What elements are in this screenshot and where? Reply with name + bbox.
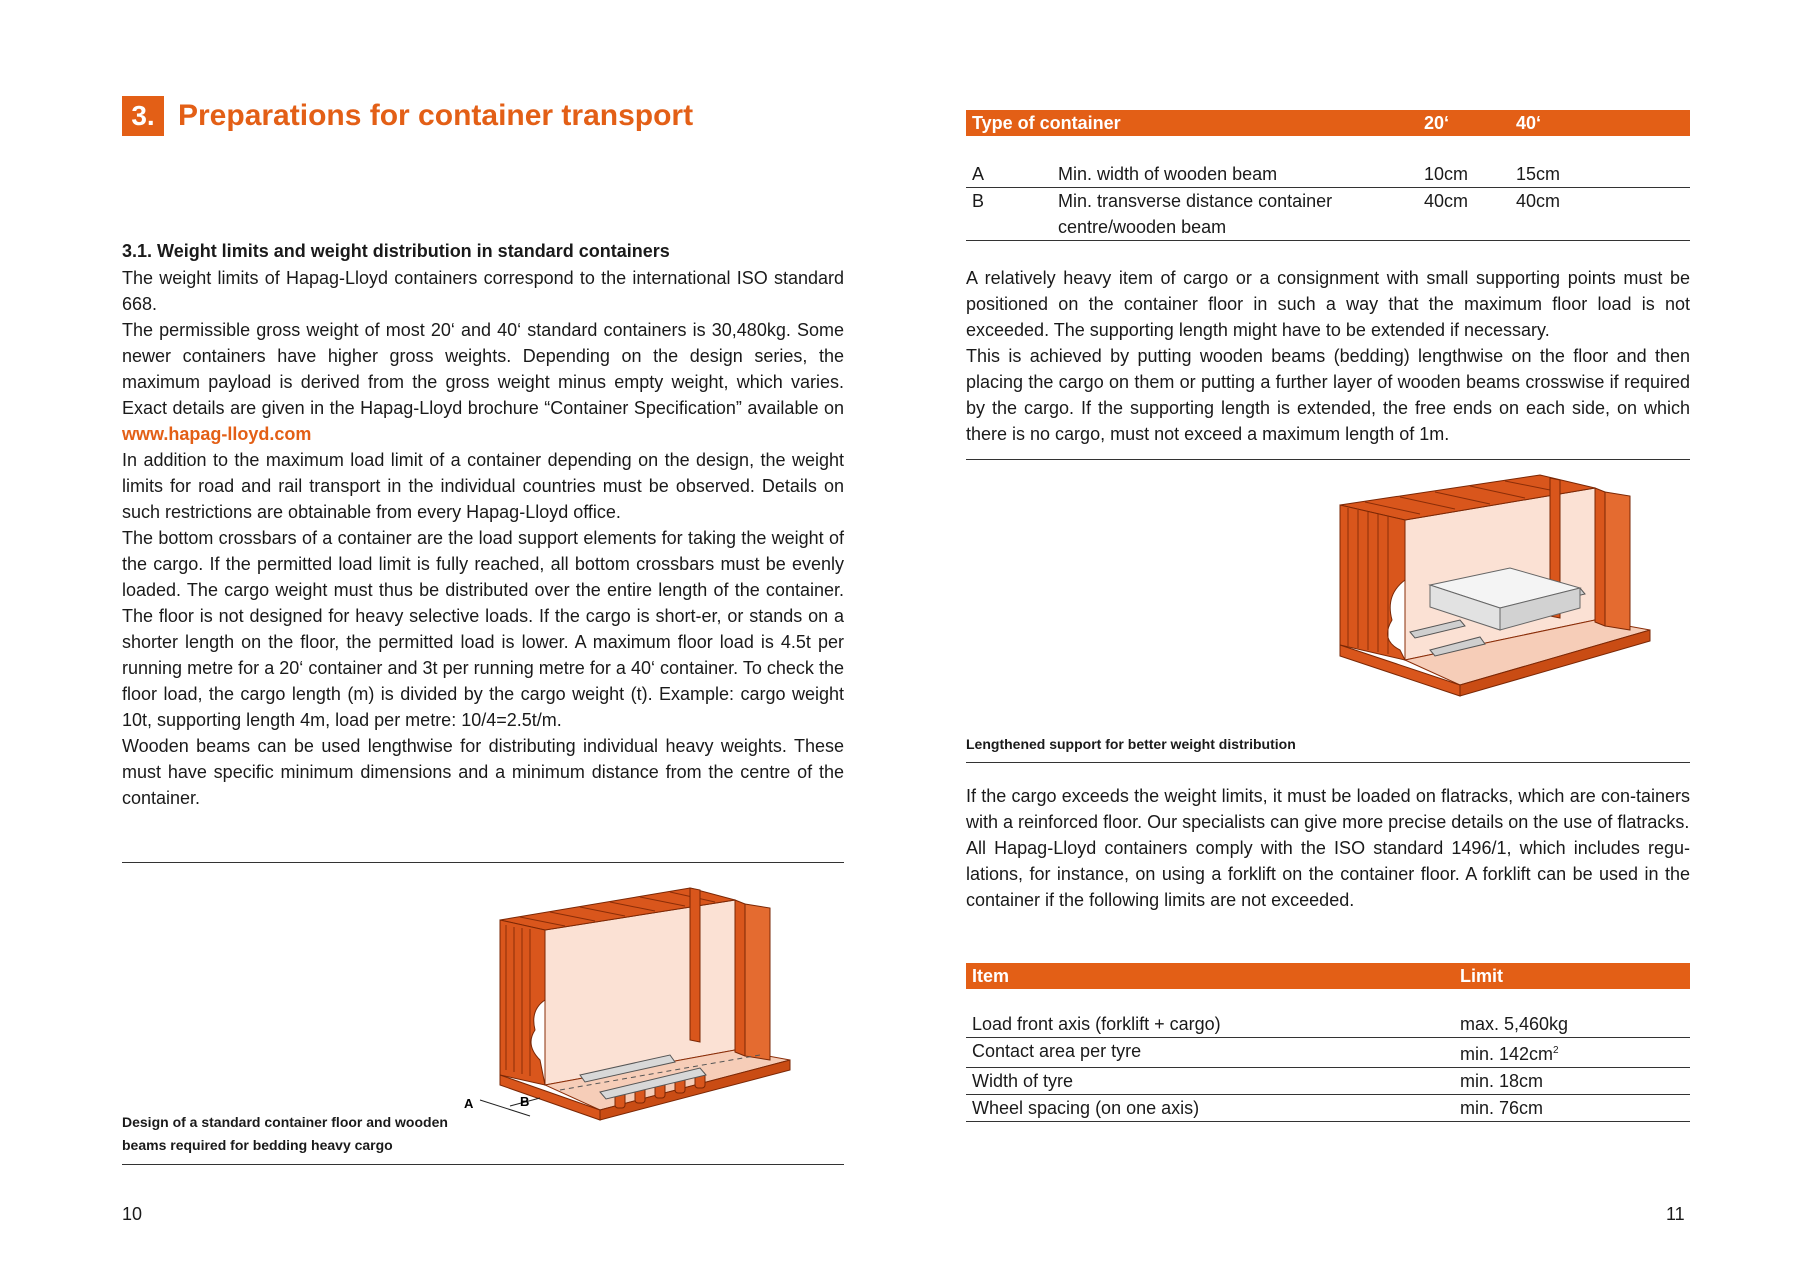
- container-floor-svg: [464, 880, 840, 1130]
- table-header: [966, 963, 1690, 989]
- left-body-text: [122, 265, 844, 811]
- page-number-right: 11: [1666, 1204, 1685, 1224]
- page-number-left: 10: [122, 1204, 143, 1224]
- chapter-number: 3.: [122, 96, 164, 136]
- paragraph-heavy-cargo: A relatively heavy item of cargo or a consignment with small supporting points must be positioned on the container floor in such a way that the maximum floor load is not exceeded. The supporting length might have to be extended if necessary.: [966, 268, 1690, 340]
- lengthened-support-illustration: [1330, 470, 1690, 720]
- row-value-20ft: 40cm: [1424, 191, 1469, 211]
- header-type: Type of container: [972, 112, 1121, 133]
- row-limit: min. 76cm: [1460, 1098, 1544, 1118]
- table-row: [966, 1068, 1690, 1095]
- row-key: B: [972, 191, 985, 211]
- forklift-limits-table: [966, 963, 1690, 1122]
- right-figure-caption: Lengthened support for better weight distribution: [966, 736, 1296, 752]
- paragraph-wooden-beams: Wooden beams can be used lengthwise for distributing individual heavy weights. These must have specific minimum dimensions and a minimum distance from the centre of the container.: [122, 736, 844, 808]
- row-value-20ft: 10cm: [1424, 164, 1469, 184]
- row-item: Wheel spacing (on one axis): [972, 1098, 1200, 1118]
- paragraph-gross-weight: [122, 317, 844, 447]
- row-description-line1: Min. transverse distance container: [1058, 191, 1333, 211]
- row-key: A: [972, 164, 985, 184]
- lengthened-support-svg: [1330, 470, 1690, 720]
- row-limit-superscript: 2: [1553, 1045, 1559, 1056]
- divider-rule: [122, 1164, 844, 1165]
- row-value-40ft: 15cm: [1516, 164, 1561, 184]
- row-limit-value: min. 142cm: [1460, 1044, 1554, 1064]
- paragraph-bedding: This is achieved by putting wooden beams (bedding) lengthwise on the floor and then placing the cargo on them or putting a further layer of wooden beams crosswise if required by the cargo. If the supporting length is extended, the free ends on each side, on which there is no cargo, must not exceed a maximum length of 1m.: [966, 346, 1690, 444]
- table-row: [966, 1011, 1690, 1038]
- divider-rule: [966, 459, 1690, 460]
- table-row: [966, 161, 1690, 188]
- header-limit: Limit: [1460, 965, 1503, 986]
- paragraph-flatracks: If the cargo exceeds the weight limits, it must be loaded on flatracks, which are con-tainers with a reinforced floor. Our specialists can give more precise details on the use of flatracks.: [966, 786, 1690, 832]
- dimension-label-b: B: [520, 1094, 530, 1109]
- section-title: 3.1. Weight limits and weight distribution in standard containers: [122, 241, 670, 261]
- left-caption-line2: beams required for bedding heavy cargo: [122, 1137, 393, 1153]
- row-description: Min. width of wooden beam: [1058, 164, 1278, 184]
- row-limit: max. 5,460kg: [1460, 1014, 1569, 1034]
- row-item: Width of tyre: [972, 1071, 1074, 1091]
- paragraph-gross-weight-text: The permissible gross weight of most 20‘ and 40‘ standard containers is 30,480kg. Some newer containers have higher gross weights. Depending on the design series, the maximum payload is derived from the gross weight minus empty weight, which varies. Exact details are given in the Hapag-Lloyd brochure “Container Specification” available on: [122, 320, 844, 418]
- dimension-label-a: A: [464, 1096, 474, 1111]
- chapter-heading: [122, 96, 693, 136]
- right-body-text-bottom: [966, 783, 1690, 913]
- paragraph-forklift: All Hapag-Lloyd containers comply with the ISO standard 1496/1, which includes regu-lations, for instance, on using a forklift on the container floor. A forklift can be used in the container if the following limits are not exceeded.: [966, 838, 1690, 910]
- row-value-40ft: 40cm: [1516, 191, 1561, 211]
- table-row: [966, 1038, 1690, 1068]
- left-figure-caption: [122, 1111, 482, 1157]
- table-header: [966, 110, 1690, 136]
- left-caption-line1: Design of a standard container floor and wooden: [122, 1114, 448, 1130]
- paragraph-road-rail: In addition to the maximum load limit of a container depending on the design, the weight limits for road and rail transport in the individual countries must be observed. Details on such restrictions are obtainable from every Hapag-Lloyd office.: [122, 450, 844, 522]
- row-limit: [1460, 1038, 1690, 1067]
- row-limit: min. 18cm: [1460, 1071, 1544, 1091]
- header-item: Item: [972, 965, 1010, 986]
- header-20ft: 20‘: [1424, 112, 1450, 133]
- paragraph-iso-standard: The weight limits of Hapag-Lloyd containers correspond to the international ISO standard 668.: [122, 268, 844, 314]
- row-item: Load front axis (forklift + cargo): [972, 1014, 1221, 1034]
- paragraph-crossbars: The bottom crossbars of a container are the load support elements for taking the weight of the cargo. If the permitted load limit is fully reached, all bottom crossbars must be evenly loaded. The cargo weight must thus be distributed over the entire length of the container. The floor is not designed for heavy selective loads. If the cargo is short-er, or stands on a shorter length on the floor, the permitted load is lower. A maximum floor load is 4.5t per running metre for a 20‘ container and 3t per running metre for a 40‘ container. To check the floor load, the cargo length (m) is divided by the cargo weight (t). Example: cargo weight 10t, supporting length 4m, load per metre: 10/4=2.5t/m.: [122, 528, 844, 730]
- row-description-line2: centre/wooden beam: [1058, 217, 1227, 237]
- row-item: Contact area per tyre: [972, 1041, 1142, 1061]
- right-body-text-top: [966, 265, 1690, 447]
- hapag-lloyd-link[interactable]: www.hapag-lloyd.com: [122, 424, 312, 444]
- divider-rule: [966, 762, 1690, 763]
- container-type-table: [966, 110, 1690, 241]
- divider-rule: [122, 862, 844, 863]
- row-description: [1058, 188, 1424, 240]
- table-row: [966, 1095, 1690, 1122]
- header-40ft: 40‘: [1516, 112, 1542, 133]
- container-floor-illustration: [464, 880, 840, 1130]
- table-row: [966, 188, 1690, 241]
- chapter-title: Preparations for container transport: [178, 99, 694, 132]
